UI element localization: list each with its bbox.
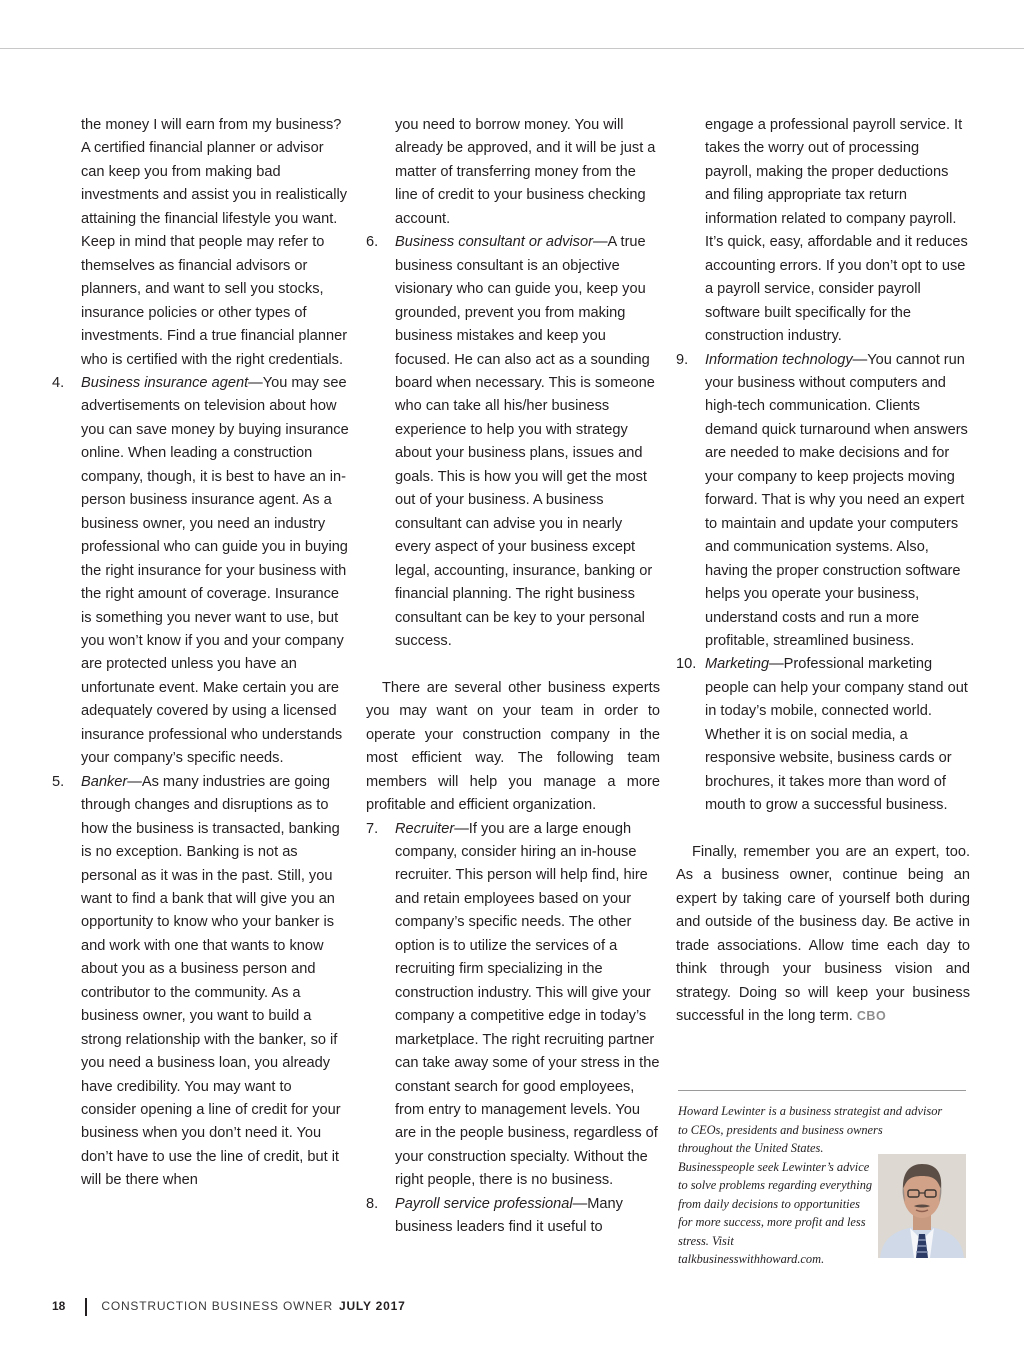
end-mark: CBO [856, 1009, 887, 1024]
list-number: 6. [366, 234, 379, 251]
list-item-body: —Professional marketing people can help your company stand out in today’s mobile, connected world. Whether it is on social media, a responsive website, business cards or brochures, it takes more than word of mouth to grow a successful business. [705, 656, 968, 814]
list-item-body: —If you are a large enough company, consider hiring an in-house recruiter. This person will help find, hire and retain employees based on your company’s specific needs. The other option is to utilize the services of a recruiting firm specializing in the construction industry. This will give your company a competitive edge in today’s marketplace. The right recruiting partner can take away some of your stress in the constant search for good employees, from entry to management levels. You are in the people business, regardless of your construction specialty. Without the right people, there is no business. [395, 820, 660, 1189]
continued-paragraph: the money I will earn from my business? A certified financial planner or advisor can keep you from making bad investments and assist you in realistically attaining the financial lifestyle you want. Keep in mind that people may refer to themselves as financial advisors or planners, and want to sell you stocks, insurance policies or other types of investments. Find a true financial planner who is certified with the right credentials. [81, 117, 348, 368]
author-portrait-image [878, 1154, 966, 1258]
magazine-name: CONSTRUCTION BUSINESS OWNER [101, 1299, 333, 1313]
list-item-payroll-service [366, 1193, 660, 1240]
bio-intro: Howard Lewinter is a business strategist and advisor to CEOs, presidents and business owners [678, 1104, 943, 1137]
list-item-title: Marketing [705, 656, 770, 673]
issue-date: JULY 2017 [338, 1299, 406, 1313]
author-photo [878, 1154, 966, 1258]
footer-divider [85, 1298, 87, 1316]
list-number: 5. [52, 773, 65, 790]
closing-text: Finally, remember you are an expert, too. As a business owner, continue being an expert by taking care of yourself both during and outside of the business day. Be active in trade associations. Allow time each day to think through your business vision and strategy. Doing so will keep your business successful in the long term. [676, 844, 970, 1025]
list-item-title: Business insurance agent [81, 374, 249, 391]
viewer-top-bar [0, 0, 1024, 49]
list-item-recruiter [366, 818, 660, 1193]
list-number: 4. [52, 374, 65, 391]
page-number: 18 [52, 1299, 66, 1313]
list-item-business-insurance-agent [52, 372, 350, 771]
list-item-body: —Many business leaders find it useful to [395, 1195, 623, 1236]
bio-divider [678, 1090, 966, 1091]
closing-paragraph [676, 841, 970, 1029]
list-number: 7. [366, 820, 379, 837]
list-item-body: —You cannot run your business without computers and high-tech communication. Clients demand quick turnaround when answers are needed to make decisions and for your company to keep projects moving forward. That is why you need an expert to maintain and update your computers and communication systems. Also, having the proper construction software helps you operate your business, understand costs and run a more profitable, streamlined business. [705, 351, 968, 649]
list-number: 9. [676, 351, 689, 368]
list-item-title: Payroll service professional [395, 1195, 573, 1212]
list-item-business-consultant [366, 231, 660, 653]
article-column-1 [52, 114, 350, 1193]
list-item-marketing [676, 653, 970, 817]
list-number: 8. [366, 1195, 379, 1212]
list-item-information-technology [676, 349, 970, 654]
body-paragraph: There are several other business experts you may want on your team in order to operate your construction company in the most efficient way. The following team members will help you manage a more profitable and efficient organization. [366, 679, 660, 814]
paragraph-gap [366, 653, 660, 676]
list-item-banker [52, 771, 350, 1193]
list-item-body: —You may see advertisements on television about how you can save money by buying insurance online. When leading a construction company, though, it is best to have an in-person business insurance agent. As a business owner, you need an industry professional who can guide you in buying the right insurance for your business with the right amount of coverage. Insurance is something you never want to use, but you won’t know if you and your company are protected unless you have an unfortunate event. Make certain you are adequately covered by using a licensed insurance professional who understands your company’s specific needs. [81, 374, 349, 767]
list-number: 10. [676, 656, 697, 673]
paragraph-gap [676, 818, 970, 841]
list-item-title: Recruiter [395, 820, 455, 837]
continued-paragraph: engage a professional payroll service. It takes the worry out of processing payroll, making the proper deductions and filing appropriate tax return information related to company payroll. It’s quick, easy, affordable and it reduces accounting errors. If you don’t opt to use a payroll service, consider payroll software built specifically for the construction industry. [705, 117, 968, 345]
bio-text: throughout the United States. Businesspeople seek Lewinter’s advice to solve problems regarding everything from daily decisions to opportunities for more success, more profit and less stress. Visit talkbusinesswithhoward.com. [678, 1141, 873, 1266]
list-item-body: —A true business consultant is an objective visionary who can guide you, keep you grounded, prevent you from making business mistakes and keep you focused. He can also act as a sounding board when necessary. This is someone who can take all his/her business experience to help you with strategy about your business plans, issues and goals. This is how you will get the most out of your business. A business consultant can advise you in nearly every aspect of your business except legal, accounting, insurance, banking or financial planning. The right business consultant can be key to your personal success. [395, 234, 655, 649]
list-item-body: —As many industries are going through changes and disruptions as to how the business is transacted, banking is no exception. Banking is not as personal as it was in the past. Still, you want to find a bank that will give you an opportunity to know who your banker is and work with one that wants to know about you as a business person and contributor to the community. As a business owner, you want to build a strong relationship with the banker, so if you need a business loan, you already have credibility. You may want to consider opening a line of credit for your business when you don’t need it. You don’t have to use the line of credit, but it will be there when [81, 773, 341, 1189]
list-item-title: Information technology [705, 351, 853, 368]
article-column-2 [366, 114, 660, 1240]
continued-paragraph: you need to borrow money. You will already be approved, and it will be just a matter of transferring money from the line of credit to your business checking account. [395, 117, 656, 227]
article-column-3 [676, 114, 970, 1029]
list-item-title: Business consultant or advisor [395, 234, 593, 251]
list-item-title: Banker [81, 773, 128, 790]
page-footer [52, 1295, 406, 1317]
